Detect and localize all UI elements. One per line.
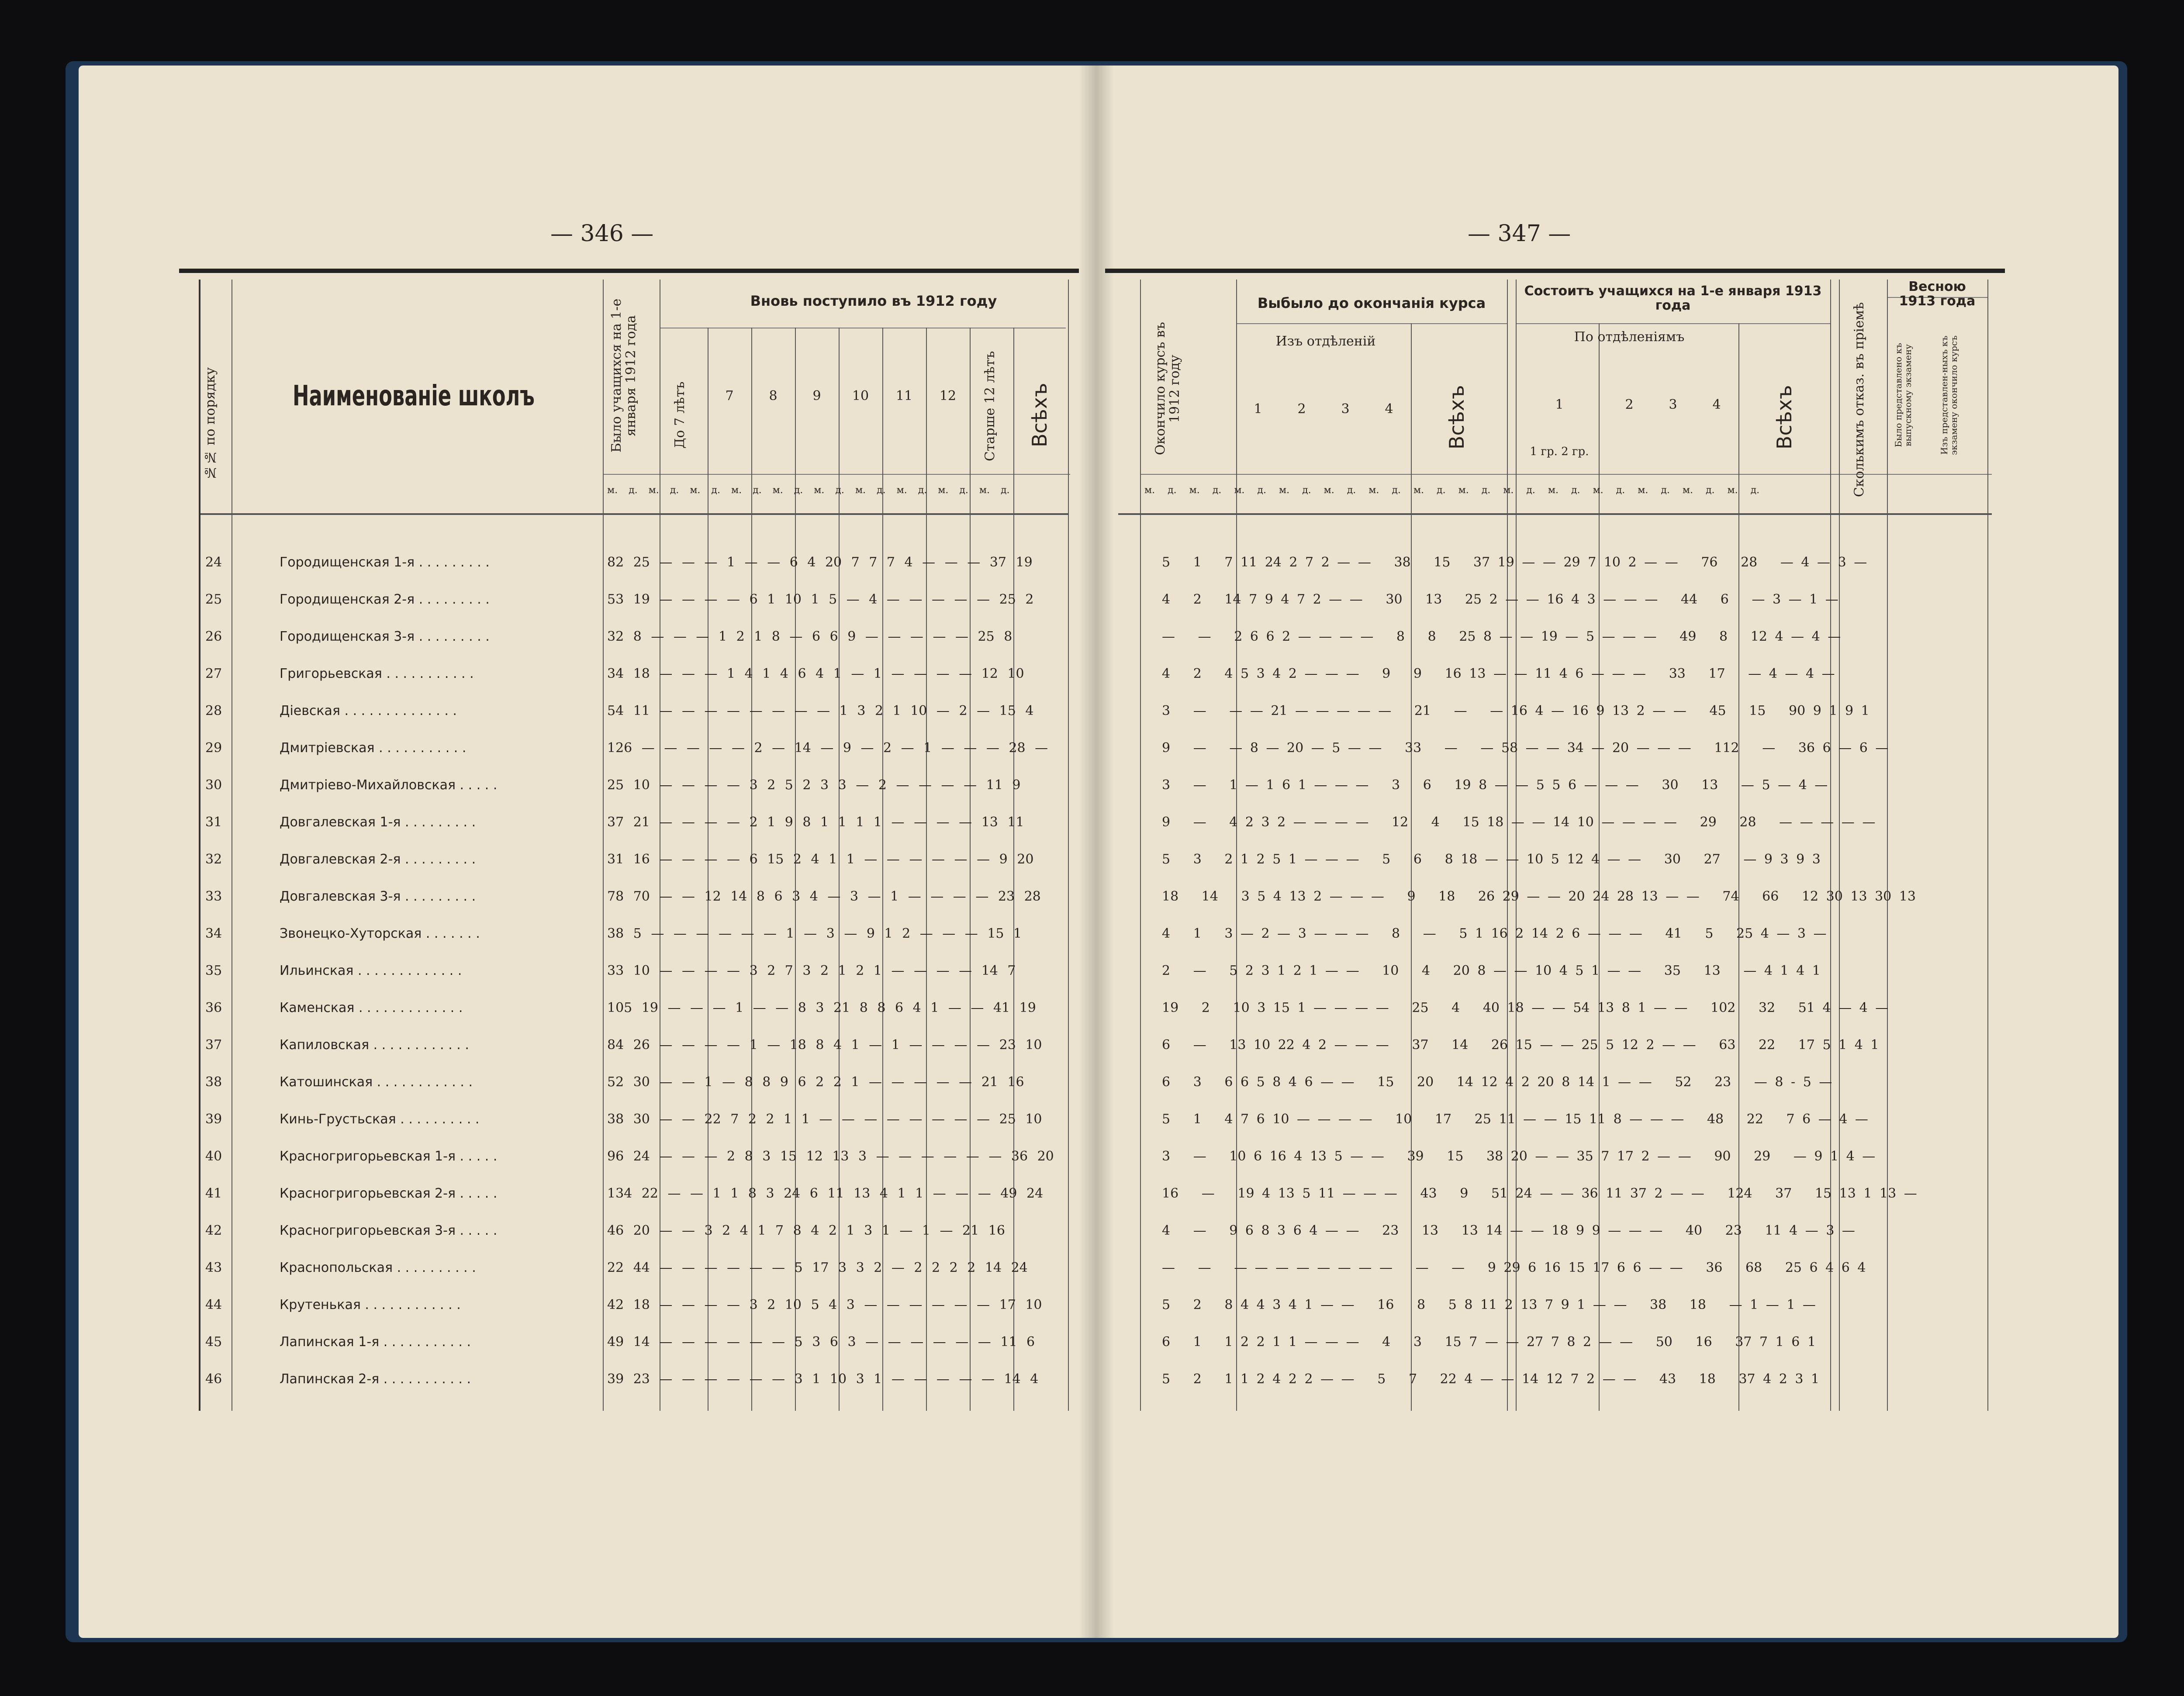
school-name: Дмитріевская . . . . . . . . . . .	[280, 740, 467, 756]
school-name: Довгалевская 1-я . . . . . . . . .	[280, 815, 476, 830]
table-row	[0, 841, 2184, 878]
row-values-left: 84 26 — — — — 1 — 18 8 4 1 — 1 — — — — 23 10	[607, 1037, 1042, 1053]
md-label: д.	[1302, 485, 1311, 496]
md-label: д.	[1168, 485, 1177, 496]
md-label: д.	[1257, 485, 1266, 496]
header-new-total: Всѣхъ	[1028, 383, 1051, 447]
md-label: д.	[1526, 485, 1535, 496]
header-age-9: 9	[812, 388, 821, 404]
row-values-right: — — — — — — — — — — — — 9 29 6 16 15 17 6 6 — — 36 68 25 6 4 6 4	[1162, 1260, 1866, 1275]
row-values-right: 19 2 10 3 15 1 — — — — 25 4 40 18 — — 54 13 8 1 — — 102 32 51 4 — 4 —	[1162, 1000, 1889, 1016]
md-label: м.	[938, 485, 949, 496]
school-name: Довгалевская 2-я . . . . . . . . .	[280, 852, 476, 867]
row-values-left: 39 23 — — — — — — 3 1 10 3 1 — — — — — 14 4	[607, 1371, 1039, 1387]
md-label: д.	[1616, 485, 1625, 496]
table-row	[0, 692, 2184, 729]
table-row	[0, 1026, 2184, 1064]
md-label: м.	[1234, 485, 1245, 496]
header-refused: Сколькимъ отказ. въ пріемѣ	[1852, 302, 1867, 497]
md-label: д.	[1481, 485, 1491, 496]
table-row	[0, 1323, 2184, 1361]
header-age-11: 11	[895, 388, 913, 404]
md-label: д.	[1001, 485, 1010, 496]
table-row	[0, 1101, 2184, 1138]
md-label: д.	[629, 485, 638, 496]
table-row	[0, 989, 2184, 1026]
row-values-right: 18 14 3 5 4 13 2 — — — 9 18 26 29 — — 20 24 28 13 — — 74 66 12 30 13 30 13	[1162, 889, 1916, 904]
row-number: 25	[205, 592, 222, 607]
school-name: Городищенская 3-я . . . . . . . . .	[280, 629, 490, 644]
row-number: 32	[205, 852, 222, 867]
row-values-right: 9 — — 8 — 20 — 5 — — 33 — — 58 — — 34 — 20 — — — 112 — 36 6 — 6 —	[1162, 740, 1889, 756]
row-values-right: 3 — 10 6 16 4 13 5 — — 39 15 38 20 — — 35 7 17 2 — — 90 29 — 9 1 4 —	[1162, 1149, 1876, 1164]
table-row	[0, 1175, 2184, 1212]
md-label: м.	[1727, 485, 1738, 496]
table-row	[0, 581, 2184, 618]
row-values-right: — — 2 6 6 2 — — — — 8 8 25 8 — — 19 — 5 — — — 49 8 12 4 — 4 —	[1162, 629, 1841, 644]
row-values-right: 4 1 3 — 2 — 3 — — — 8 — 5 1 16 2 14 2 6 — — — 41 5 25 4 — 3 —	[1162, 926, 1827, 941]
table-row	[0, 1286, 2184, 1323]
md-labels-left	[607, 485, 1010, 496]
header-dropped-total: Всѣхъ	[1445, 385, 1469, 449]
school-name: Городищенская 1-я . . . . . . . . .	[280, 555, 490, 570]
row-values-left: 32 8 — — — 1 2 1 8 — 6 6 9 — — — — — 25 8	[607, 629, 1013, 644]
row-number: 37	[205, 1037, 222, 1053]
md-label: м.	[1503, 485, 1514, 496]
header-current-div1: 1	[1555, 397, 1564, 412]
row-number: 38	[205, 1074, 222, 1090]
school-name: Краснопольская . . . . . . . . . .	[280, 1260, 476, 1275]
school-name: Красногригорьевская 1-я . . . . .	[280, 1149, 498, 1164]
header-school-name: Наименованіе школъ	[293, 380, 535, 412]
header-new-group: Вновь поступило въ 1912 году	[750, 293, 997, 309]
header-age-12: 12	[939, 388, 957, 404]
school-name: Звонецко-Хуторская . . . . . . .	[280, 926, 480, 941]
header-current-groups: 1 гр. 2 гр.	[1530, 445, 1589, 458]
school-name: Крутенькая . . . . . . . . . . . .	[280, 1297, 461, 1313]
row-values-left: 53 19 — — — — 6 1 10 1 5 — 4 — — — — — 25 2	[607, 592, 1034, 607]
row-values-right: 6 — 13 10 22 4 2 — — — 37 14 26 15 — — 25 5 12 2 — — 63 22 17 5 1 4 1	[1162, 1037, 1879, 1053]
row-values-right: 5 2 1 1 2 4 2 2 — — 5 7 22 4 — — 14 12 7 2 — — 43 18 37 4 2 3 1	[1162, 1371, 1820, 1387]
row-values-left: 52 30 — — 1 — 8 8 9 6 2 2 1 — — — — — 21 16	[607, 1074, 1024, 1090]
md-label: м.	[772, 485, 783, 496]
header-spring-passed: Изъ представлен-ныхъ къ экзамену окончило курсъ	[1939, 335, 1959, 455]
row-values-left: 105 19 — — — 1 — — 8 3 21 8 8 6 4 1 — — 41 19	[607, 1000, 1036, 1016]
md-label: м.	[1368, 485, 1379, 496]
row-values-left: 22 44 — — — — — — 5 17 3 3 2 — 2 2 2 2 14 24	[607, 1260, 1028, 1275]
header-age-7: 7	[725, 388, 734, 404]
row-values-left: 126 — — — — — 2 — 14 — 9 — 2 — 1 — — — 28 —	[607, 740, 1048, 756]
md-label: д.	[1705, 485, 1715, 496]
header-dropped-div1: 1	[1254, 401, 1262, 417]
row-number: 33	[205, 889, 222, 904]
row-values-left: 37 21 — — — — 2 1 9 8 1 1 1 1 — — — — 13 11	[607, 815, 1024, 830]
row-values-right: 16 — 19 4 13 5 11 — — — 43 9 51 24 — — 36 11 37 2 — — 124 37 15 13 1 13 —	[1162, 1186, 1917, 1201]
md-label: д.	[670, 485, 679, 496]
school-name: Катошинская . . . . . . . . . . . .	[280, 1074, 473, 1090]
row-values-left: 96 24 — — — 2 8 3 15 12 13 3 — — — — — — 36 20	[607, 1149, 1054, 1164]
header-current-group: Состоитъ учащихся на 1-е января 1913 года	[1524, 283, 1822, 313]
table-row	[0, 1138, 2184, 1175]
row-values-right: 4 — 9 6 8 3 6 4 — — 23 13 13 14 — — 18 9 9 — — — 40 23 11 4 — 3 —	[1162, 1223, 1855, 1238]
row-number: 39	[205, 1112, 222, 1127]
header-age-under7: До 7 лѣтъ	[672, 381, 688, 449]
page-number-right: — 347 —	[1468, 221, 1571, 247]
dropped-group-rule	[1236, 323, 1507, 324]
md-label: д.	[1750, 485, 1760, 496]
row-values-left: 49 14 — — — — — — 5 3 6 3 — — — — — — 11 6	[607, 1334, 1035, 1350]
row-values-right: 6 3 6 6 5 8 4 6 — — 15 20 14 12 4 2 20 8 14 1 — — 52 23 — 8 - 5 —	[1162, 1074, 1832, 1090]
header-rule-left	[199, 513, 1068, 515]
row-values-right: 5 1 4 7 6 10 — — — — 10 17 25 11 — — 15 11 8 — — — 48 22 7 6 — 4 —	[1162, 1112, 1868, 1127]
row-values-right: 2 — 5 2 3 1 2 1 — — 10 4 20 8 — — 10 4 5 1 — — 35 13 — 4 1 4 1	[1162, 963, 1821, 978]
row-values-left: 25 10 — — — — 3 2 5 2 3 3 — 2 — — — — 11 9	[607, 777, 1021, 793]
md-label: д.	[794, 485, 803, 496]
current-group-rule	[1516, 323, 1830, 324]
md-label: м.	[731, 485, 742, 496]
table-row	[0, 952, 2184, 989]
row-number: 35	[205, 963, 222, 978]
table-row	[0, 1064, 2184, 1101]
table-row	[0, 544, 2184, 581]
table-top-rule-left	[179, 269, 1079, 273]
table-row	[0, 1361, 2184, 1398]
md-rule-left	[603, 474, 1070, 475]
row-values-left: 82 25 — — — 1 — — 6 4 20 7 7 7 4 — — — 37 19	[607, 555, 1033, 570]
row-values-right: 4 2 14 7 9 4 7 2 — — 30 13 25 2 — — 16 4 3 — — — 44 6 — 3 — 1 —	[1162, 592, 1838, 607]
row-number: 30	[205, 777, 222, 793]
md-label: м.	[1279, 485, 1290, 496]
school-name: Довгалевская 3-я . . . . . . . . .	[280, 889, 476, 904]
row-values-left: 34 18 — — — 1 4 1 4 6 4 1 — 1 — — — — 12 10	[607, 666, 1024, 681]
table-row	[0, 655, 2184, 692]
row-number: 43	[205, 1260, 222, 1275]
row-values-right: 5 3 2 1 2 5 1 — — — 5 6 8 18 — — 10 5 12 4 — — 30 27 — 9 3 9 3	[1162, 852, 1821, 867]
header-spring-group: Весною 1913 года	[1899, 279, 1976, 309]
school-name: Лапинская 2-я . . . . . . . . . . .	[280, 1371, 471, 1387]
md-label: м.	[607, 485, 618, 496]
header-dropped-group: Выбыло до окончанія курса	[1257, 295, 1486, 311]
md-label: м.	[1458, 485, 1469, 496]
row-number: 31	[205, 815, 222, 830]
table-row	[0, 618, 2184, 655]
school-name: Дмитріево-Михайловская . . . . .	[280, 777, 498, 793]
row-values-right: 6 1 1 2 2 1 1 — — — 4 3 15 7 — — 27 7 8 2 — — 50 16 37 7 1 6 1	[1162, 1334, 1816, 1350]
md-label: м.	[814, 485, 825, 496]
md-label: д.	[1437, 485, 1446, 496]
header-spring-presented: Было представлено къ выпускному экзамену	[1893, 343, 1913, 448]
table-row	[0, 1212, 2184, 1249]
md-label: м.	[1682, 485, 1693, 496]
row-values-left: 38 5 — — — — — — 1 — 3 — 9 1 2 — — — 15 1	[607, 926, 1022, 941]
header-age-10: 10	[852, 388, 869, 404]
table-body	[0, 544, 2184, 1398]
row-number: 24	[205, 555, 222, 570]
row-values-left: 38 30 — — 22 7 2 2 1 1 — — — — — — — — 25 10	[607, 1112, 1042, 1127]
md-label: м.	[690, 485, 701, 496]
school-name: Григорьевская . . . . . . . . . . .	[280, 666, 474, 681]
md-label: д.	[1347, 485, 1356, 496]
header-dropped-div3: 3	[1341, 401, 1350, 417]
row-number: 46	[205, 1371, 222, 1387]
md-label: д.	[877, 485, 886, 496]
header-age-8: 8	[769, 388, 778, 404]
table-row	[0, 1249, 2184, 1286]
row-number: 34	[205, 926, 222, 941]
md-label: м.	[1593, 485, 1603, 496]
md-label: м.	[1413, 485, 1424, 496]
header-dropped-sub: Изъ отдѣленій	[1275, 334, 1376, 349]
row-number: 41	[205, 1186, 222, 1201]
header-current-div4: 4	[1712, 397, 1721, 412]
row-values-right: 3 — — — 21 — — — — — 21 — — 16 4 — 16 9 13 2 — — 45 15 90 9 1 9 1	[1162, 703, 1870, 718]
row-values-right: 5 2 8 4 4 3 4 1 — — 16 8 5 8 11 2 13 7 9 1 — — 38 18 — 1 — 1 —	[1162, 1297, 1816, 1313]
school-name: Діевская . . . . . . . . . . . . . .	[280, 703, 457, 718]
table-row	[0, 915, 2184, 952]
row-values-left: 31 16 — — — — 6 15 2 4 1 1 — — — — — — 9 20	[607, 852, 1034, 867]
md-label: д.	[918, 485, 927, 496]
table-top-rule-right	[1105, 269, 2005, 273]
row-number: 40	[205, 1149, 222, 1164]
md-label: д.	[959, 485, 968, 496]
row-number: 36	[205, 1000, 222, 1016]
md-label: д.	[1212, 485, 1222, 496]
table-row	[0, 767, 2184, 804]
md-label: м.	[896, 485, 907, 496]
md-label: д.	[1392, 485, 1401, 496]
header-was-students: Было учащихся на 1-е января 1912 года	[609, 298, 639, 453]
md-label: м.	[1324, 485, 1334, 496]
row-values-right: 3 — 1 — 1 6 1 — — — 3 6 19 8 — — 5 5 6 — — — 30 13 — 5 — 4 —	[1162, 777, 1828, 793]
school-name: Каменская . . . . . . . . . . . . .	[280, 1000, 463, 1016]
row-number: 42	[205, 1223, 222, 1238]
header-dropped-div4: 4	[1385, 401, 1393, 417]
header-current-sub: По отдѣленіямъ	[1574, 329, 1685, 345]
row-number: 44	[205, 1297, 222, 1313]
md-label: д.	[1661, 485, 1670, 496]
md-label: м.	[648, 485, 659, 496]
md-label: м.	[855, 485, 866, 496]
school-name: Лапинская 1-я . . . . . . . . . . .	[280, 1334, 471, 1350]
row-values-left: 42 18 — — — — 3 2 10 5 4 3 — — — — — — 17 10	[607, 1297, 1042, 1313]
row-values-left: 78 70 — — 12 14 8 6 3 4 — 3 — 1 — — — — 23 28	[607, 889, 1041, 904]
school-name: Красногригорьевская 3-я . . . . .	[280, 1223, 498, 1238]
row-number: 45	[205, 1334, 222, 1350]
row-number: 28	[205, 703, 222, 718]
md-label: д.	[711, 485, 720, 496]
row-number: 27	[205, 666, 222, 681]
md-label: д.	[1571, 485, 1580, 496]
header-number: №№ по порядку	[203, 367, 218, 480]
page-number-left: — 346 —	[550, 221, 654, 247]
table-row	[0, 804, 2184, 841]
row-values-right: 4 2 4 5 3 4 2 — — — 9 9 16 13 — — 11 4 6 — — — 33 17 — 4 — 4 —	[1162, 666, 1835, 681]
header-age-over12: Старше 12 лѣтъ	[982, 351, 998, 462]
row-values-left: 54 11 — — — — — — — — 1 3 2 1 10 — 2 — 15 4	[607, 703, 1034, 718]
header-current-total: Всѣхъ	[1773, 385, 1796, 449]
header-dropped-div2: 2	[1297, 401, 1306, 417]
row-values-right: 9 — 4 2 3 2 — — — — 12 4 15 18 — — 14 10 — — — — 29 28 — — — — —	[1162, 815, 1876, 830]
row-values-left: 134 22 — — 1 1 8 3 24 6 11 13 4 1 1 — — — 49 24	[607, 1186, 1044, 1201]
md-label: д.	[753, 485, 762, 496]
md-label: д.	[835, 485, 844, 496]
school-name: Капиловская . . . . . . . . . . . .	[280, 1037, 469, 1053]
school-name: Городищенская 2-я . . . . . . . . .	[280, 592, 490, 607]
row-number: 29	[205, 740, 222, 756]
header-current-div2: 2	[1625, 397, 1634, 412]
row-values-left: 33 10 — — — — 3 2 7 3 2 1 2 1 — — — — 14 7	[607, 963, 1016, 978]
school-name: Кинь-Грустьская . . . . . . . . . .	[280, 1112, 480, 1127]
md-label: м.	[1144, 485, 1155, 496]
header-finished: Окончило курсъ въ 1912 году	[1153, 322, 1182, 456]
md-label: м.	[1548, 485, 1559, 496]
school-name: Ильинская . . . . . . . . . . . . .	[280, 963, 462, 978]
table-row	[0, 878, 2184, 915]
header-current-div3: 3	[1669, 397, 1677, 412]
md-label: м.	[1189, 485, 1200, 496]
md-label: м.	[1638, 485, 1648, 496]
md-label: м.	[979, 485, 990, 496]
row-number: 26	[205, 629, 222, 644]
row-values-right: 5 1 7 11 24 2 7 2 — — 38 15 37 19 — — 29 7 10 2 — — 76 28 — 4 — 3 —	[1162, 555, 1867, 570]
table-row	[0, 729, 2184, 767]
school-name: Красногригорьевская 2-я . . . . .	[280, 1186, 498, 1201]
md-labels-right	[1144, 485, 1759, 496]
row-values-left: 46 20 — — 3 2 4 1 7 8 4 2 1 3 1 — 1 — 21 16	[607, 1223, 1005, 1238]
